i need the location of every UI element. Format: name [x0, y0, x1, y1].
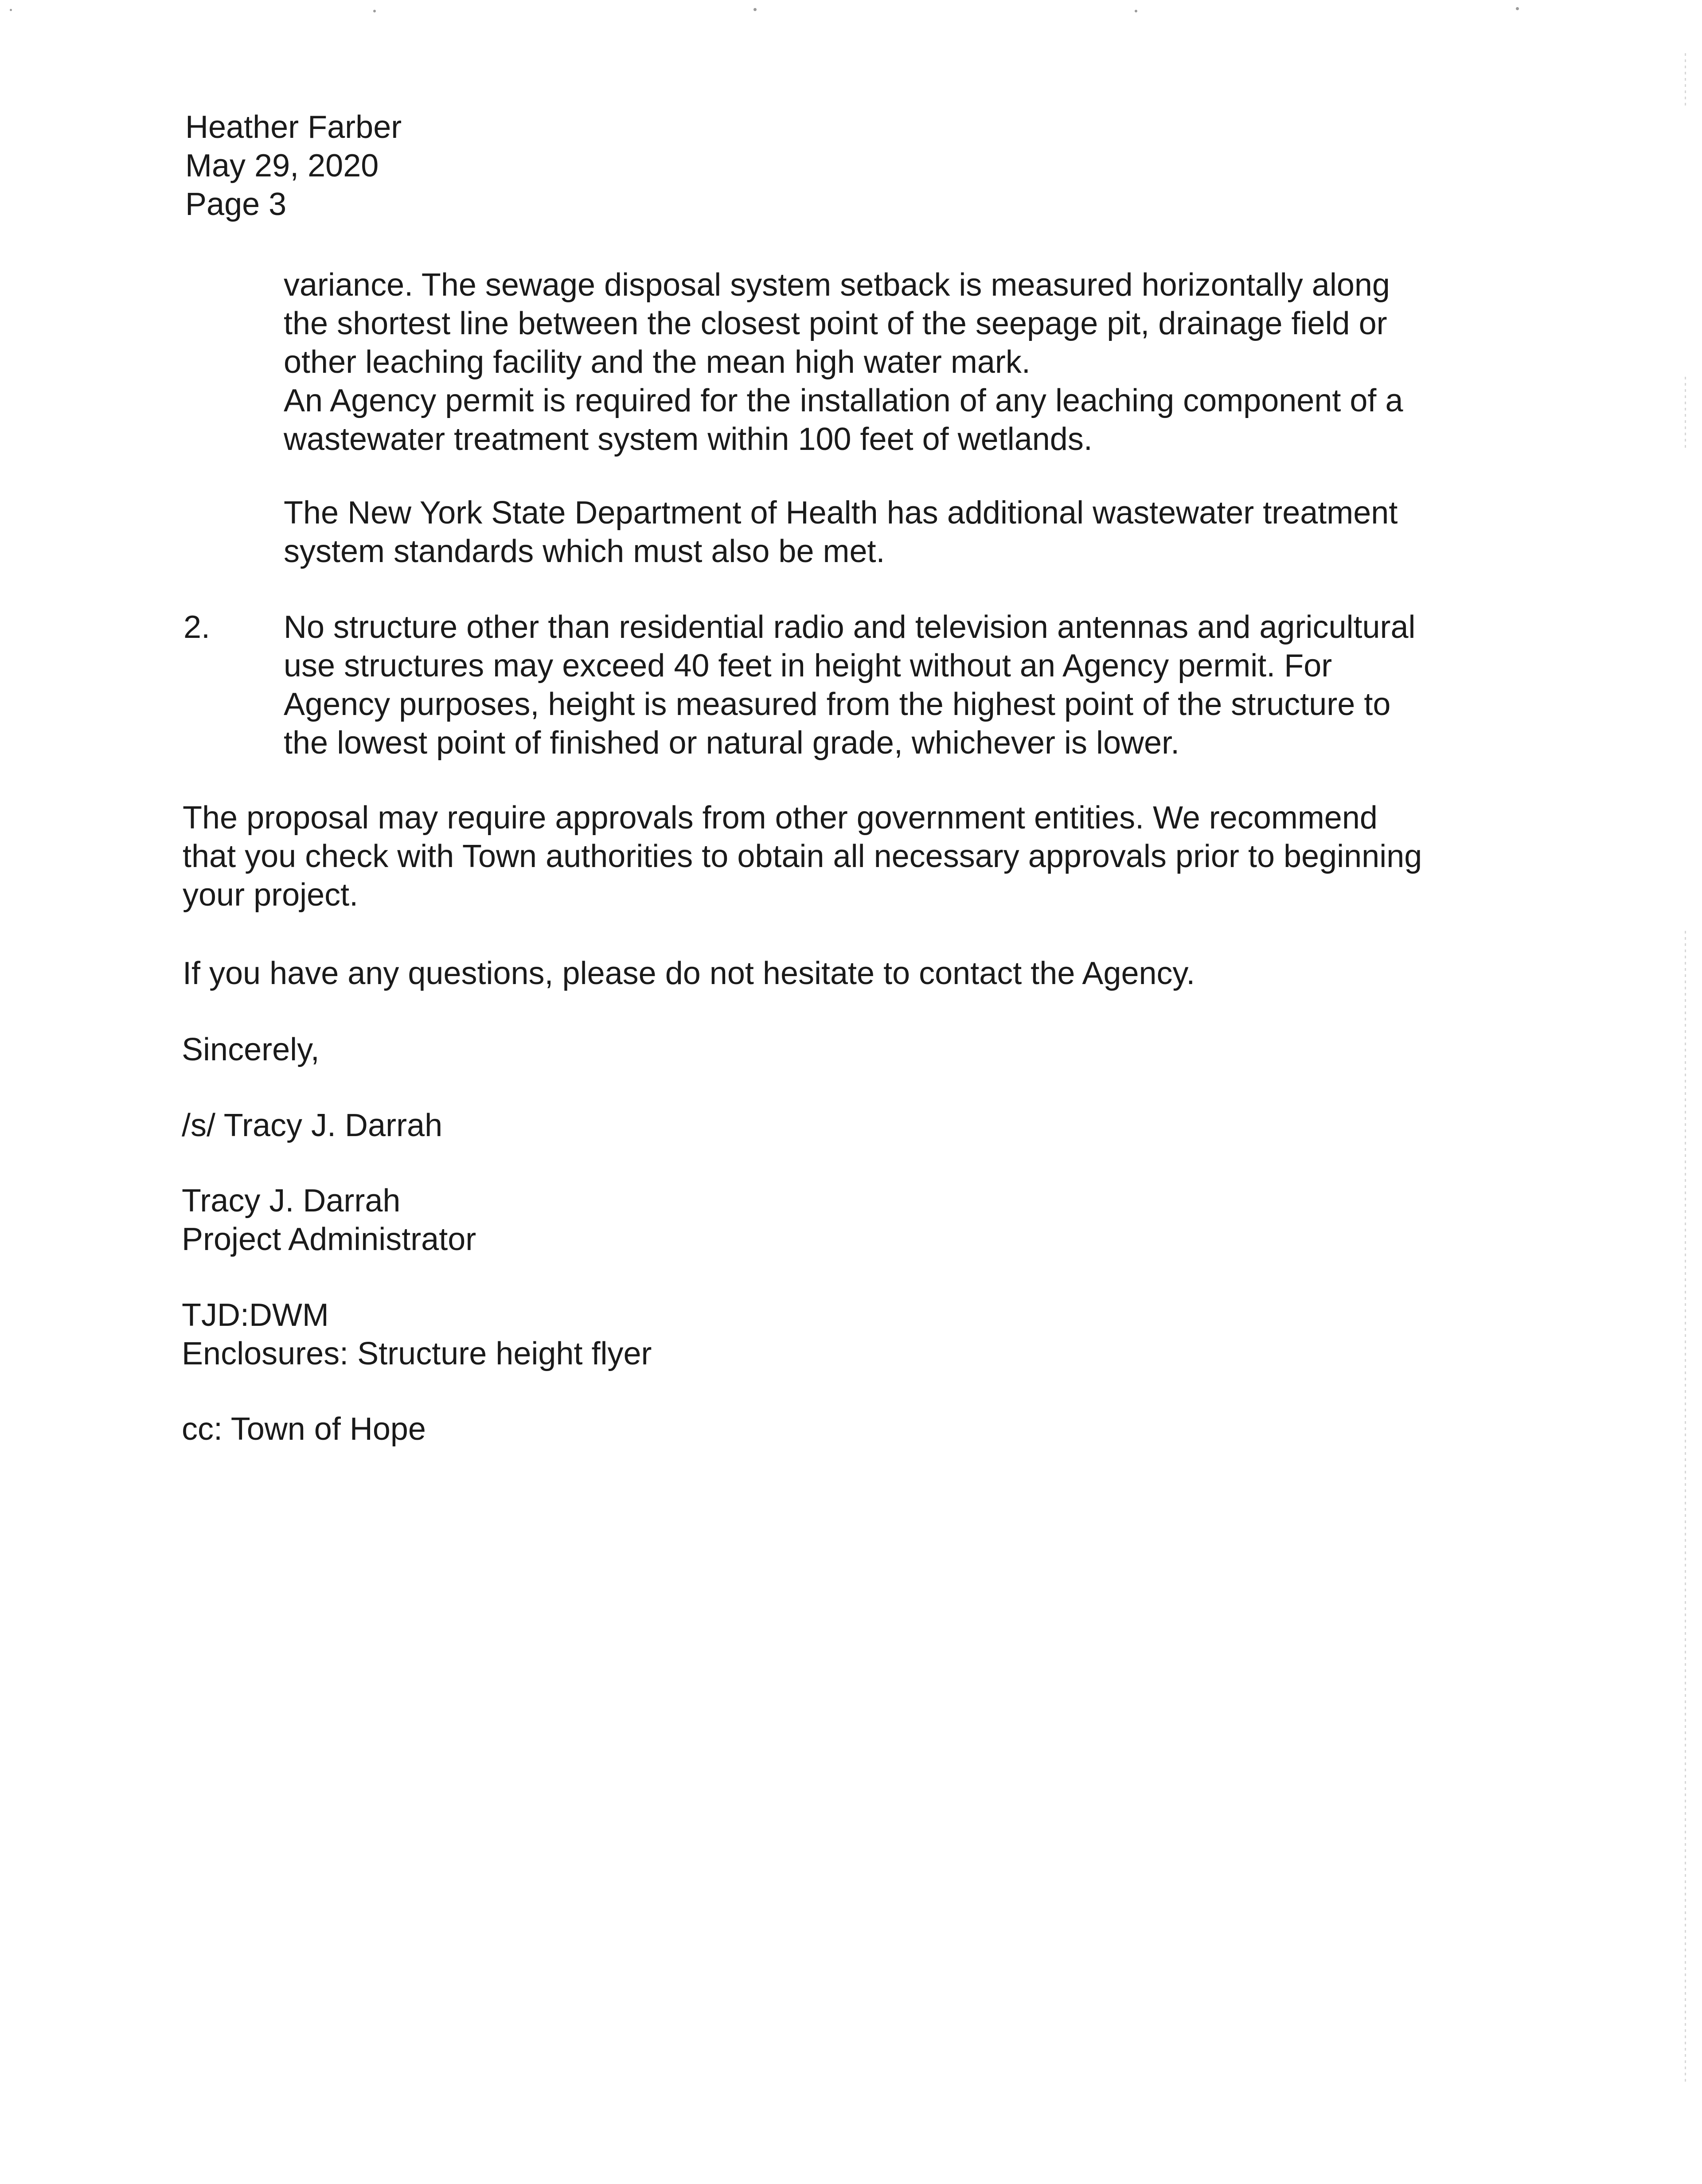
scan-speck: [1135, 10, 1137, 12]
text-line: the shortest line between the closest point of the seepage pit, drainage field or: [284, 306, 1387, 341]
scan-edge-mark: [1685, 377, 1686, 448]
text-line: variance. The sewage disposal system setback is measured horizontally along: [284, 267, 1390, 303]
text-line: wastewater treatment system within 100 feet of wetlands.: [284, 422, 1093, 457]
signer-name: Tracy J. Darrah: [182, 1183, 401, 1219]
signer-block: [182, 1182, 476, 1259]
signer-title: Project Administrator: [182, 1222, 476, 1257]
reference-initials: TJD:DWM: [182, 1297, 329, 1333]
text-line: No structure other than residential radio and television antennas and agricultural: [284, 609, 1416, 645]
text-line: The proposal may require approvals from other government entities. We recommend: [183, 800, 1378, 836]
text-line: your project.: [183, 877, 359, 913]
enclosures-note: Enclosures: Structure height flyer: [182, 1336, 652, 1371]
scan-speck: [1516, 7, 1519, 10]
list-item-number: 2.: [183, 609, 211, 645]
recipient-name: Heather Farber: [185, 109, 402, 145]
text-line: that you check with Town authorities to obtain all necessary approvals prior to beginning: [183, 839, 1422, 874]
setback-paragraph: [284, 266, 1403, 459]
closing-salutation: Sincerely,: [182, 1032, 320, 1067]
scan-speck: [753, 8, 757, 11]
page-number: Page 3: [185, 187, 287, 222]
health-department-paragraph: [284, 494, 1398, 571]
structure-height-item: [284, 608, 1416, 762]
text-line: the lowest point of finished or natural grade, whichever is lower.: [284, 725, 1180, 761]
text-line: system standards which must also be met.: [284, 534, 885, 569]
approvals-paragraph: [183, 799, 1422, 914]
text-line: The New York State Department of Health has additional wastewater treatment: [284, 495, 1398, 531]
signature-line: /s/ Tracy J. Darrah: [182, 1108, 443, 1143]
text-line: If you have any questions, please do not hesitate to contact the Agency.: [183, 956, 1195, 991]
text-line: An Agency permit is required for the installation of any leaching component of a: [284, 383, 1403, 418]
scan-speck: [373, 10, 376, 12]
cc-line: cc: Town of Hope: [182, 1411, 426, 1447]
text-line: use structures may exceed 40 feet in height without an Agency permit. For: [284, 648, 1332, 684]
scan-speck: [10, 9, 12, 11]
letter-date: May 29, 2020: [185, 148, 379, 184]
text-line: other leaching facility and the mean high water mark.: [284, 344, 1031, 380]
scan-edge-mark: [1685, 53, 1686, 106]
questions-paragraph: [183, 954, 1195, 993]
scan-edge-mark: [1685, 931, 1686, 2083]
text-line: Agency purposes, height is measured from the highest point of the structure to: [284, 687, 1391, 722]
letter-header: [185, 108, 402, 224]
reference-block: [182, 1296, 652, 1373]
